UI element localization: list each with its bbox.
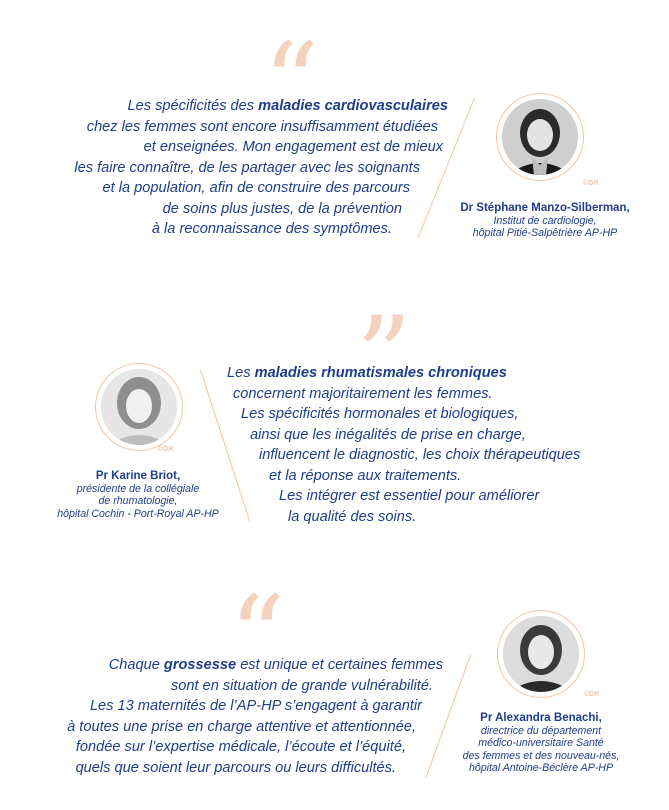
person-caption [38, 470, 238, 520]
quote-line: Les maladies rhumatismales chroniques [227, 365, 507, 381]
quote-mark-icon: “ [358, 234, 415, 362]
quote-line: à la reconnaissance des symptômes. [151, 221, 392, 237]
quote-mark-icon: “ [263, 19, 320, 147]
quote-line: influencent le diagnostic, les choix thérapeutiques [259, 447, 581, 463]
portrait-photo [502, 99, 578, 175]
portrait-photo [101, 369, 177, 445]
quote-line: quels que soient leur parcours ou leurs difficultés. [75, 759, 396, 776]
quote-line: fondée sur l’expertise médicale, l’écoute et l’équité, [75, 739, 406, 755]
portrait-photo [503, 616, 579, 692]
person-name: Dr Stéphane Manzo-Silberman, [460, 202, 630, 214]
person-role: de rhumatologie, [98, 495, 178, 508]
quote-line: sont en situation de grande vulnérabilité. [170, 677, 433, 694]
avatar [95, 363, 183, 451]
quote-line: Les 13 maternités de l’AP-HP s’engagent à garantir [89, 698, 422, 714]
quote-line: chez les femmes sont encore insuffisamment étudiées [86, 118, 438, 135]
avatar [496, 93, 599, 187]
quote-line: et enseignées. Mon engagement est de mieux [143, 139, 443, 155]
person-role: hôpital Cochin - Port-Royal AP-HP [57, 507, 219, 520]
avatar [497, 610, 600, 698]
quote-line: Les spécificités hormonales et biologiques, [241, 406, 519, 422]
quote-line: ainsi que les inégalités de prise en charge, [250, 426, 526, 443]
quote-line: et la population, afin de construire des parcours [102, 180, 410, 196]
person-role: hôpital Antoine-Béclère AP-HP [468, 762, 614, 775]
quote-line: à toutes une prise en charge attentive et attentionnée, [67, 718, 416, 735]
person-caption [455, 202, 635, 240]
photo-credit: ©DR [584, 691, 600, 698]
person-name: Pr Karine Briot, [95, 470, 181, 482]
person-name: Pr Alexandra Benachi, [480, 712, 602, 724]
person-role: hôpital Pitié-Salpêtrière AP-HP [472, 227, 618, 240]
quote-mark-icon: “ [229, 572, 286, 700]
quote-line: et la réponse aux traitements. [269, 467, 462, 484]
quote-line: Les intégrer est essentiel pour améliorer [279, 488, 540, 504]
person-caption [443, 712, 639, 775]
person-role: Institut de cardiologie, [493, 214, 597, 227]
person-role: présidente de la collégiale [76, 482, 200, 495]
person-role: directrice du département [480, 724, 602, 737]
person-role: médico-universitaire Santé [478, 737, 604, 750]
quote-line: la qualité des soins. [288, 508, 417, 525]
quote-line: les faire connaître, de les partager avec les soignants [74, 159, 420, 176]
quote-line: Chaque grossesse est unique et certaines femmes [108, 657, 443, 673]
quote-line: Les spécificités des maladies cardiovasculaires [127, 98, 448, 114]
person-role: des femmes et des nouveau-nés, [462, 749, 620, 762]
quote-line: de soins plus justes, de la prévention [162, 200, 402, 217]
quote-line: concernent majoritairement les femmes. [233, 385, 493, 402]
photo-credit: ©DR [583, 180, 599, 187]
photo-credit: ©DR [158, 446, 174, 453]
